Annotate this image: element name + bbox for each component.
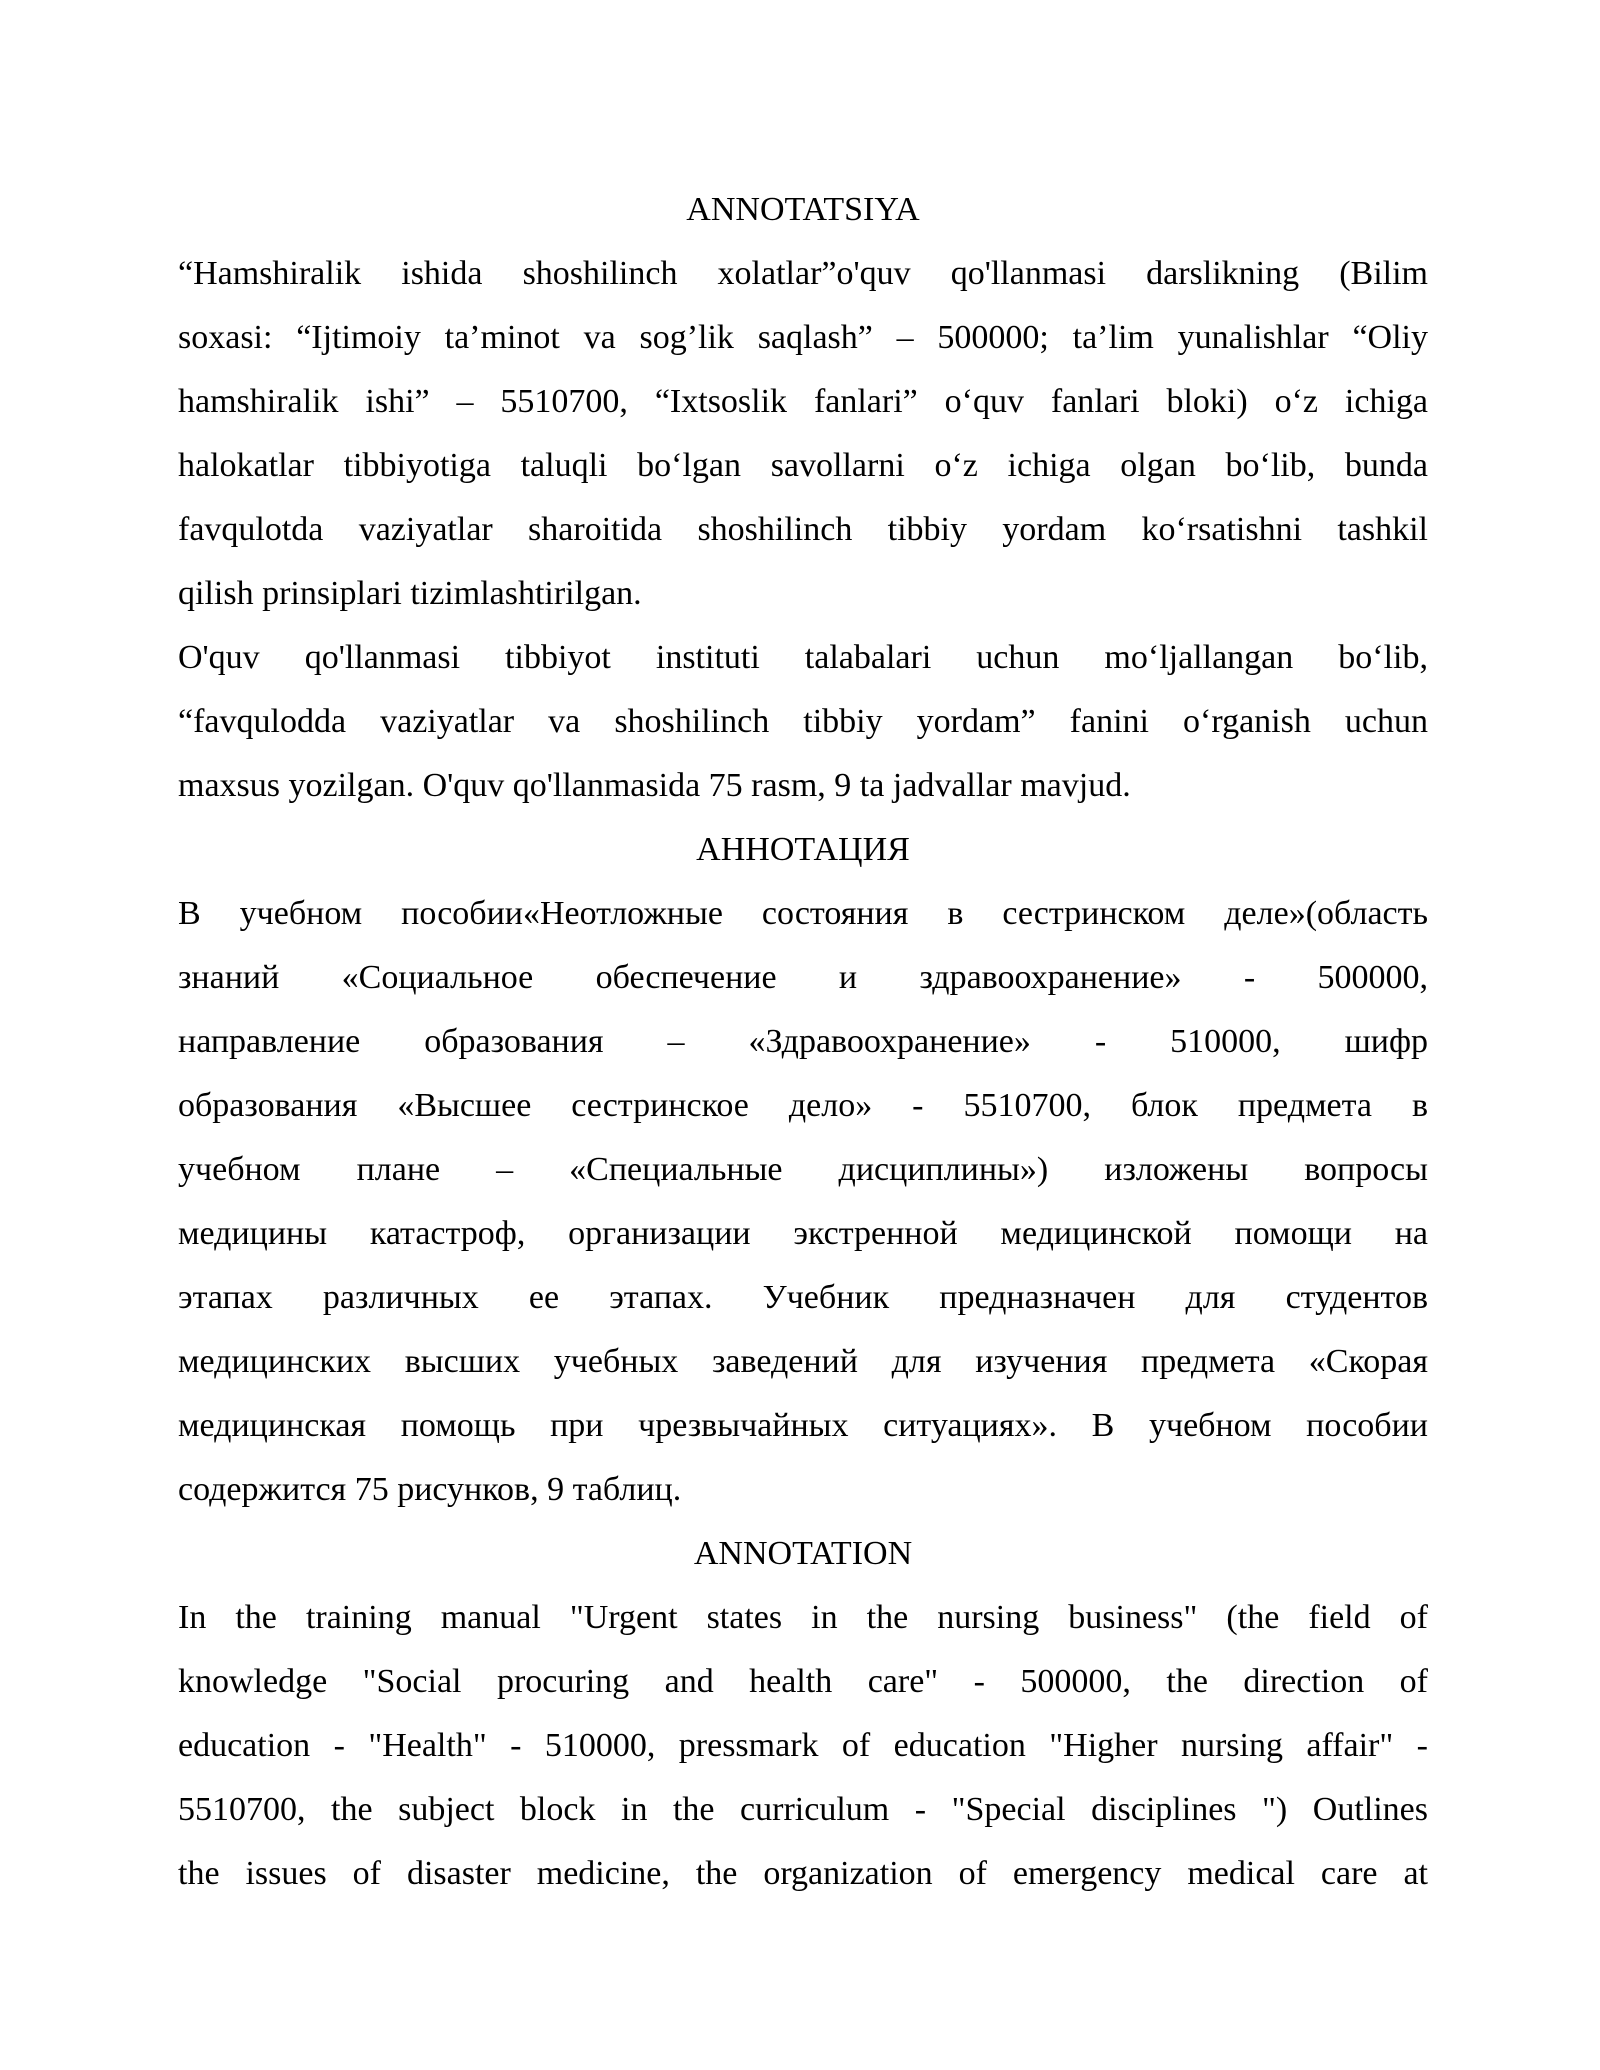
text-line: 5510700, the subject block in the curriculum - "Special disciplines ") Outlines [178, 1791, 1428, 1828]
english-paragraph [178, 1586, 1428, 1906]
text-line: медицинская помощь при чрезвычайных ситуациях». В учебном пособии [178, 1407, 1428, 1444]
text-line: “favqulodda vaziyatlar va shoshilinch tibbiy yordam” fanini oʻrganish uchun [178, 703, 1428, 740]
russian-paragraph [178, 882, 1428, 1522]
heading-annotatsiya-uz: ANNOTATSIYA [686, 191, 920, 228]
text-line: В учебном пособии«Неотложные состояния в сестринском деле»(область [178, 895, 1428, 932]
text-line: содержится 75 рисунков, 9 таблиц. [178, 1471, 682, 1508]
text-line: knowledge "Social procuring and health care" - 500000, the direction of [178, 1663, 1428, 1700]
text-line: soxasi: “Ijtimoiy ta’minot va sog’lik saqlash” – 500000; ta’lim yunalishlar “Oliy [178, 319, 1428, 356]
text-line: направление образования – «Здравоохранение» - 510000, шифр [178, 1023, 1428, 1060]
text-line: медицинских высших учебных заведений для изучения предмета «Скорая [178, 1343, 1428, 1380]
uzbek-paragraph-2 [178, 626, 1428, 818]
text-line: “Hamshiralik ishida shoshilinch xolatlar”o'quv qo'llanmasi darslikning (Bilim [178, 255, 1428, 292]
text-line: maxsus yozilgan. O'quv qo'llanmasida 75 rasm, 9 ta jadvallar mavjud. [178, 767, 1131, 804]
text-line: медицины катастроф, организации экстренной медицинской помощи на [178, 1215, 1428, 1252]
text-line: In the training manual "Urgent states in the nursing business" (the field of [178, 1599, 1428, 1636]
heading-annotation-en: ANNOTATION [693, 1535, 913, 1572]
heading-annotaciya-ru: АННОТАЦИЯ [696, 831, 910, 868]
text-line: образования «Высшее сестринское дело» - 5510700, блок предмета в [178, 1087, 1428, 1124]
text-line: education - "Health" - 510000, pressmark of education "Higher nursing affair" - [178, 1727, 1428, 1764]
text-line: favqulotda vaziyatlar sharoitida shoshilinch tibbiy yordam koʻrsatishni tashkil [178, 511, 1428, 548]
text-line: этапах различных ее этапах. Учебник предназначен для студентов [178, 1279, 1428, 1316]
text-line: halokatlar tibbiyotiga taluqli boʻlgan savollarni oʻz ichiga olgan boʻlib, bunda [178, 447, 1428, 484]
text-line: the issues of disaster medicine, the organization of emergency medical care at [178, 1855, 1428, 1892]
text-line: qilish prinsiplari tizimlashtirilgan. [178, 575, 642, 612]
text-line: знаний «Социальное обеспечение и здравоохранение» - 500000, [178, 959, 1428, 996]
text-line: учебном плане – «Специальные дисциплины») изложены вопросы [178, 1151, 1428, 1188]
uzbek-paragraph-1 [178, 242, 1428, 626]
text-line: O'quv qo'llanmasi tibbiyot instituti talabalari uchun moʻljallangan boʻlib, [178, 639, 1428, 676]
text-line: hamshiralik ishi” – 5510700, “Ixtsoslik fanlari” oʻquv fanlari bloki) oʻz ichiga [178, 383, 1428, 420]
